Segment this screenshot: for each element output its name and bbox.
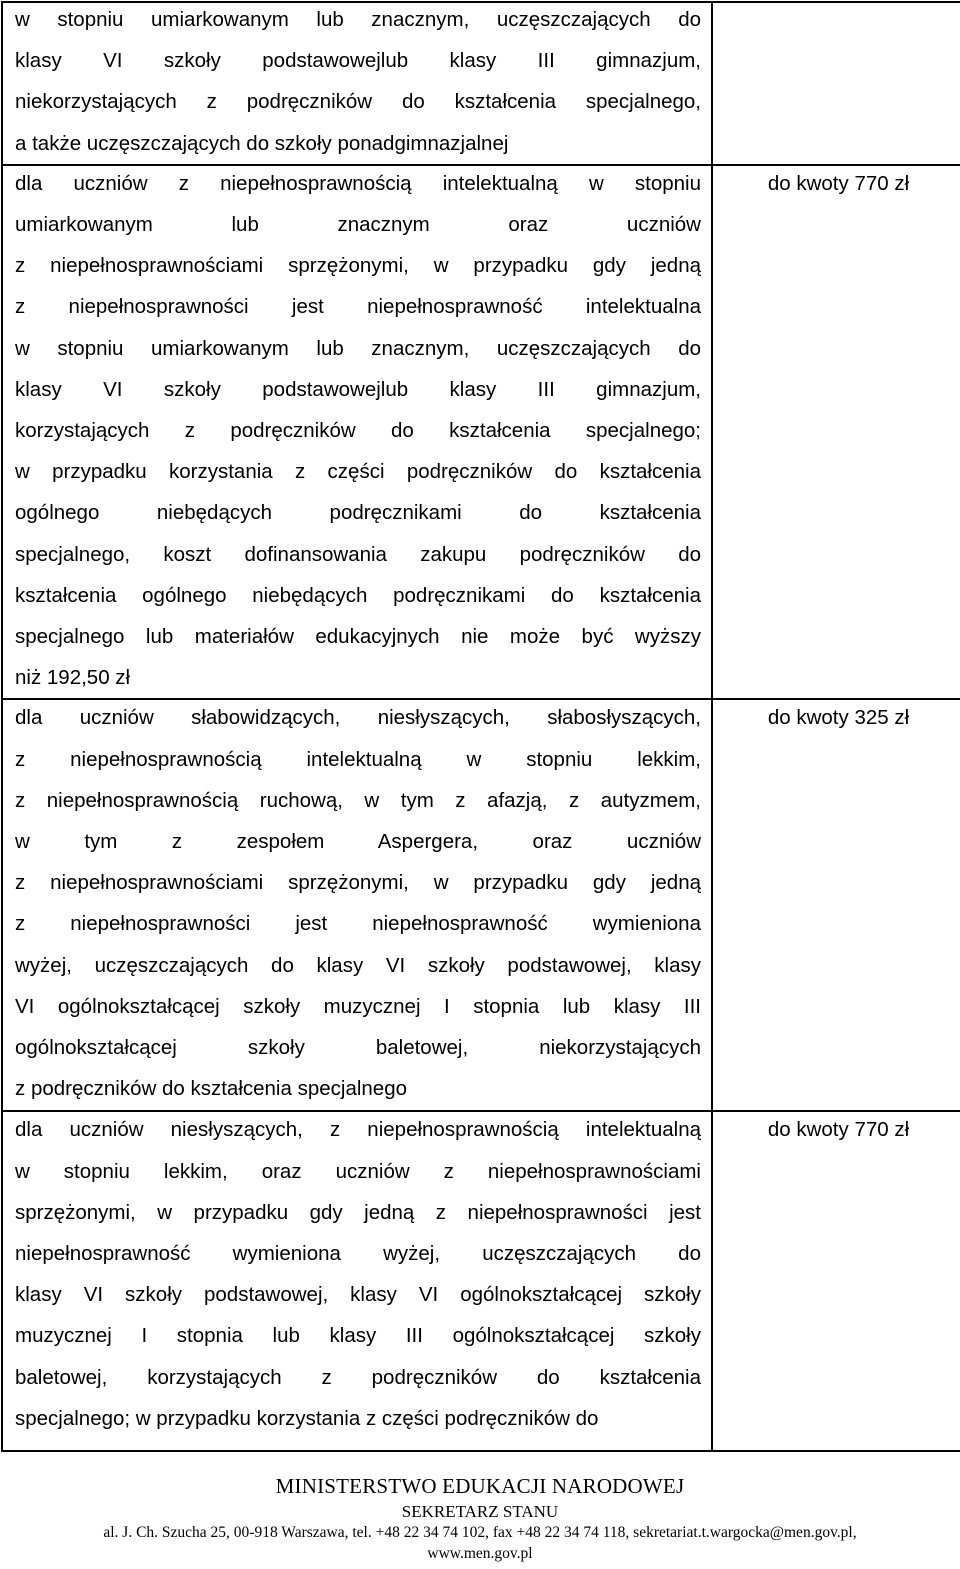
footer-ministry: MINISTERSTWO EDUKACJI NARODOWEJ [275, 1474, 685, 1498]
description-line: specjalnego, koszt dofinansowania zakupu podręczników do [15, 542, 701, 566]
footer-website: www.men.gov.pl [427, 1545, 533, 1562]
description-cell [2, 699, 712, 1111]
table-row [2, 699, 960, 1111]
description-line: muzycznej I stopnia lub klasy III ogólnokształcącej szkoły [15, 1324, 701, 1348]
description-line: wyżej, uczęszczających do klasy VI szkoły podstawowej, klasy [15, 953, 701, 977]
description-line: ogólnokształcącej szkoły baletowej, niekorzystających [15, 1036, 701, 1060]
description-line: VI ogólnokształcącej szkoły muzycznej I stopnia lub klasy III [15, 994, 701, 1018]
description-cell [2, 1111, 712, 1451]
description-line: z podręczników do kształcenia specjalnego [15, 1077, 408, 1101]
amount-cell [712, 2, 960, 165]
table-row [2, 1111, 960, 1451]
description-line: umiarkowanym lub znacznym oraz uczniów [15, 213, 701, 237]
description-line: niż 192,50 zł [15, 666, 131, 690]
description-line: z niepełnosprawności jest niepełnosprawność wymieniona [15, 912, 701, 936]
description-line: sprzężonymi, w przypadku gdy jedną z niepełnosprawności jest [15, 1200, 701, 1224]
description-line: w stopniu umiarkowanym lub znacznym, uczęszczających do [15, 8, 701, 31]
description-line: w tym z zespołem Aspergera, oraz uczniów [15, 830, 701, 854]
footer-address: al. J. Ch. Szucha 25, 00-918 Warszawa, tel. +48 22 34 74 102, fax +48 22 34 74 118, sekretariat.t.wargocka@men.gov.pl, [103, 1524, 857, 1541]
description-line: niekorzystających z podręczników do kształcenia specjalnego, [15, 90, 701, 114]
description-line: niepełnosprawność wymieniona wyżej, uczęszczających do [15, 1242, 701, 1266]
description-line: z niepełnosprawnościami sprzężonymi, w przypadku gdy jedną [15, 871, 701, 895]
description-line: dla uczniów niesłyszących, z niepełnosprawnością intelektualną [15, 1118, 701, 1142]
textbook-funding-table [1, 1, 960, 1452]
description-line: z niepełnosprawnością ruchową, w tym z afazją, z autyzmem, [15, 788, 701, 812]
footer-office: SEKRETARZ STANU [401, 1502, 559, 1521]
amount-cell [712, 1111, 960, 1451]
description-cell [2, 2, 712, 165]
description-line: a także uczęszczających do szkoły ponadgimnazjalnej [15, 131, 509, 155]
description-line: specjalnego lub materiałów edukacyjnych nie może być wyższy [15, 625, 701, 649]
amount-cell [712, 699, 960, 1111]
description-line: baletowej, korzystających z podręczników do kształcenia [15, 1365, 701, 1389]
description-line: z niepełnosprawnością intelektualną w stopniu lekkim, [15, 747, 701, 771]
description-line: w stopniu umiarkowanym lub znacznym, uczęszczających do [15, 336, 701, 360]
description-cell [2, 165, 712, 700]
description-line: w stopniu lekkim, oraz uczniów z niepełnosprawnościami [15, 1159, 701, 1183]
description-line: kształcenia ogólnego niebędących podręcznikami do kształcenia [15, 583, 701, 607]
table-row [2, 2, 960, 165]
description-line: dla uczniów z niepełnosprawnością intelektualną w stopniu [15, 171, 701, 195]
description-line: z niepełnosprawnościami sprzężonymi, w przypadku gdy jedną [15, 254, 701, 278]
table-row [2, 165, 960, 700]
description-line: klasy VI szkoły podstawowej, klasy VI ogólnokształcącej szkoły [15, 1283, 701, 1307]
description-line: specjalnego; w przypadku korzystania z części podręczników do [15, 1406, 599, 1430]
amount-value: do kwoty 770 zł [767, 171, 910, 195]
description-line: klasy VI szkoły podstawowejlub klasy III gimnazjum, [15, 49, 701, 73]
description-line: ogólnego niebędących podręcznikami do kształcenia [15, 501, 701, 525]
description-line: korzystających z podręczników do kształcenia specjalnego; [15, 419, 701, 443]
amount-cell [712, 165, 960, 700]
description-line: z niepełnosprawności jest niepełnosprawność intelektualna [15, 295, 701, 319]
description-line: w przypadku korzystania z części podręczników do kształcenia [15, 460, 701, 484]
amount-value: do kwoty 325 zł [767, 706, 910, 730]
description-line: dla uczniów słabowidzących, niesłyszących, słabosłyszących, [15, 706, 701, 730]
description-line: klasy VI szkoły podstawowejlub klasy III gimnazjum, [15, 377, 701, 401]
amount-value: do kwoty 770 zł [767, 1118, 910, 1142]
